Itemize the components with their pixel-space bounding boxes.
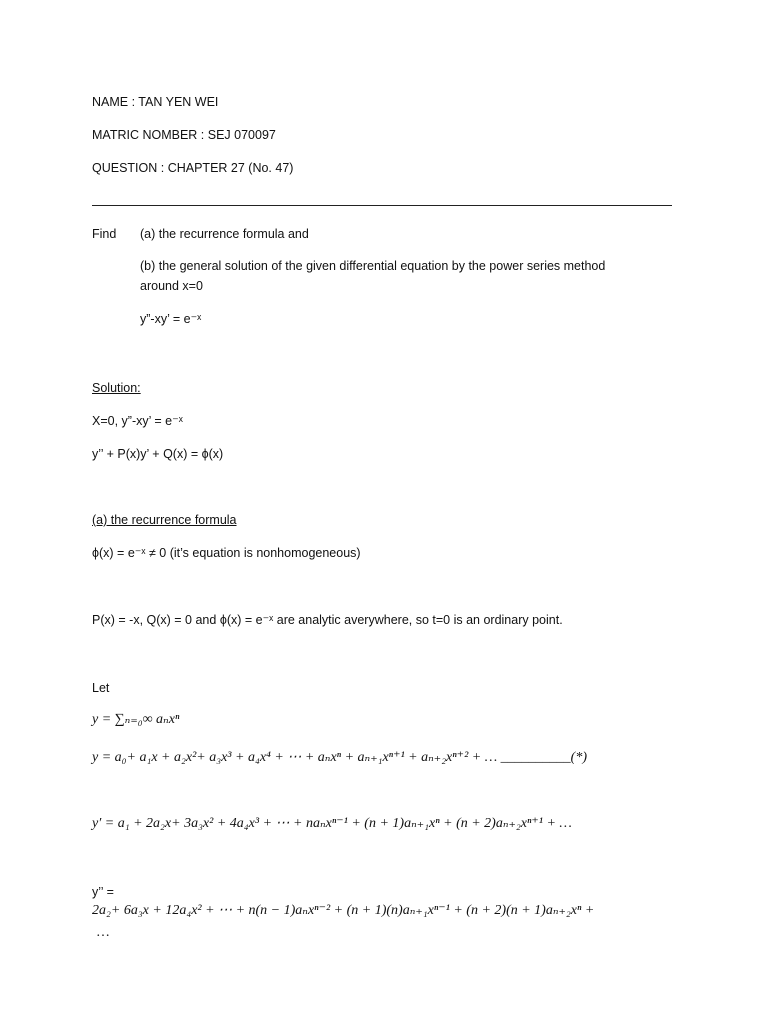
first-derivative: y′ = a₁ + 2a₂x+ 3a₃x² + 4a₄x³ + ⋯ + naₙxⁿ⁻¹ + (n + 1)aₙ₊₁xⁿ + (n + 2)aₙ₊₂xⁿ⁺¹ + … [92,816,572,831]
given-equation: y”-xy’ = e⁻ˣ [140,312,202,326]
part-b-text-cont: around x=0 [140,279,203,293]
question-reference: QUESTION : CHAPTER 27 (No. 47) [92,161,294,175]
power-series-definition: y = ∑ₙ₌₀∞ aₙxⁿ [92,712,180,727]
part-a-text: (a) the recurrence formula and [140,227,309,241]
second-derivative: 2a₂+ 6a₃x + 12a₄x² + ⋯ + n(n − 1)aₙxⁿ⁻² + (n + 1)(n)aₙ₊₁xⁿ⁻¹ + (n + 2)(n + 1)aₙ₊₂xⁿ + [92,903,595,918]
standard-form-line: y’’ + P(x)y’ + Q(x) = ϕ(x) [92,447,224,461]
part-b-text: (b) the general solution of the given differential equation by the power series method [140,259,606,273]
analytic-statement: P(x) = -x, Q(x) = 0 and ϕ(x) = e⁻ˣ are analytic averywhere, so t=0 is an ordinary point. [92,613,563,627]
second-derivative-label: y’’ = [92,885,114,899]
divider-rule [92,205,672,206]
student-name: NAME : TAN YEN WEI [92,95,219,109]
phi-statement: ϕ(x) = e⁻ˣ ≠ 0 (it’s equation is nonhomogeneous) [92,546,361,560]
solution-heading: Solution: [92,381,141,395]
series-expansion: y = a₀+ a₁x + a₂x²+ a₃x³ + a₄x⁴ + ⋯ + aₙxⁿ + aₙ₊₁xⁿ⁺¹ + aₙ₊₂xⁿ⁺² + … __________(*) [92,750,587,765]
matric-number: MATRIC NOMBER : SEJ 070097 [92,128,276,142]
find-label: Find [92,227,117,241]
let-label: Let [92,681,110,695]
initial-condition-line: X=0, y”-xy’ = e⁻ˣ [92,414,183,428]
section-a-heading: (a) the recurrence formula [92,513,237,527]
second-derivative-continuation: … [97,925,110,940]
